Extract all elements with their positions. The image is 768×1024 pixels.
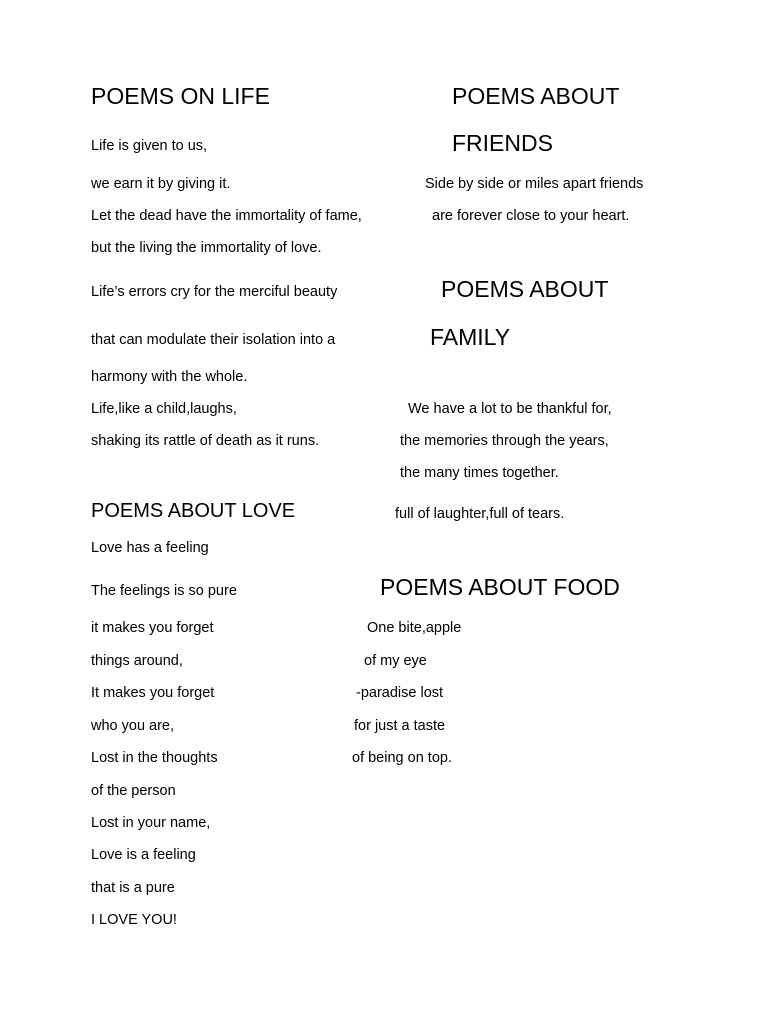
life-line: harmony with the whole. (91, 369, 248, 385)
friends-heading-line1: POEMS ABOUT (452, 83, 620, 109)
love-line: things around, (91, 653, 183, 669)
love-line: Love is a feeling (91, 847, 196, 863)
food-line: -paradise lost (356, 685, 444, 701)
love-line: Lost in the thoughts (91, 750, 218, 766)
friends-line: Side by side or miles apart friends (425, 176, 644, 192)
love-line: It makes you forget (91, 685, 215, 701)
friends-line: are forever close to your heart. (432, 208, 630, 224)
family-heading-line2: FAMILY (430, 324, 511, 350)
love-line: Lost in your name, (91, 815, 211, 831)
life-line: Life,like a child,laughs, (91, 401, 237, 417)
life-line: we earn it by giving it. (91, 176, 231, 192)
food-line: One bite,apple (367, 620, 462, 636)
food-line: for just a taste (354, 718, 446, 734)
life-line: but the living the immortality of love. (91, 240, 322, 256)
love-line: The feelings is so pure (91, 583, 237, 599)
love-heading: POEMS ABOUT LOVE (91, 500, 296, 522)
friends-heading-line2: FRIENDS (452, 130, 553, 156)
love-line: that is a pure (91, 880, 175, 896)
family-line: the memories through the years, (400, 433, 609, 449)
love-line: it makes you forget (91, 620, 214, 636)
life-line: shaking its rattle of death as it runs. (91, 433, 320, 449)
life-line: that can modulate their isolation into a (91, 332, 336, 348)
life-line: Life is given to us, (91, 138, 208, 154)
family-line: We have a lot to be thankful for, (408, 401, 612, 417)
love-line: I LOVE YOU! (91, 912, 177, 928)
love-line: of the person (91, 783, 176, 799)
life-line: Life’s errors cry for the merciful beauty (91, 284, 338, 300)
food-line: of being on top. (352, 750, 452, 766)
family-line: the many times together. (400, 465, 559, 481)
love-line: Love has a feeling (91, 540, 209, 556)
life-heading: POEMS ON LIFE (91, 83, 270, 109)
food-heading: POEMS ABOUT FOOD (380, 574, 620, 600)
family-heading-line1: POEMS ABOUT (441, 276, 609, 302)
food-line: of my eye (364, 653, 427, 669)
family-line: full of laughter,full of tears. (395, 506, 565, 522)
love-line: who you are, (91, 718, 175, 734)
life-line: Let the dead have the immortality of fame, (91, 208, 362, 224)
